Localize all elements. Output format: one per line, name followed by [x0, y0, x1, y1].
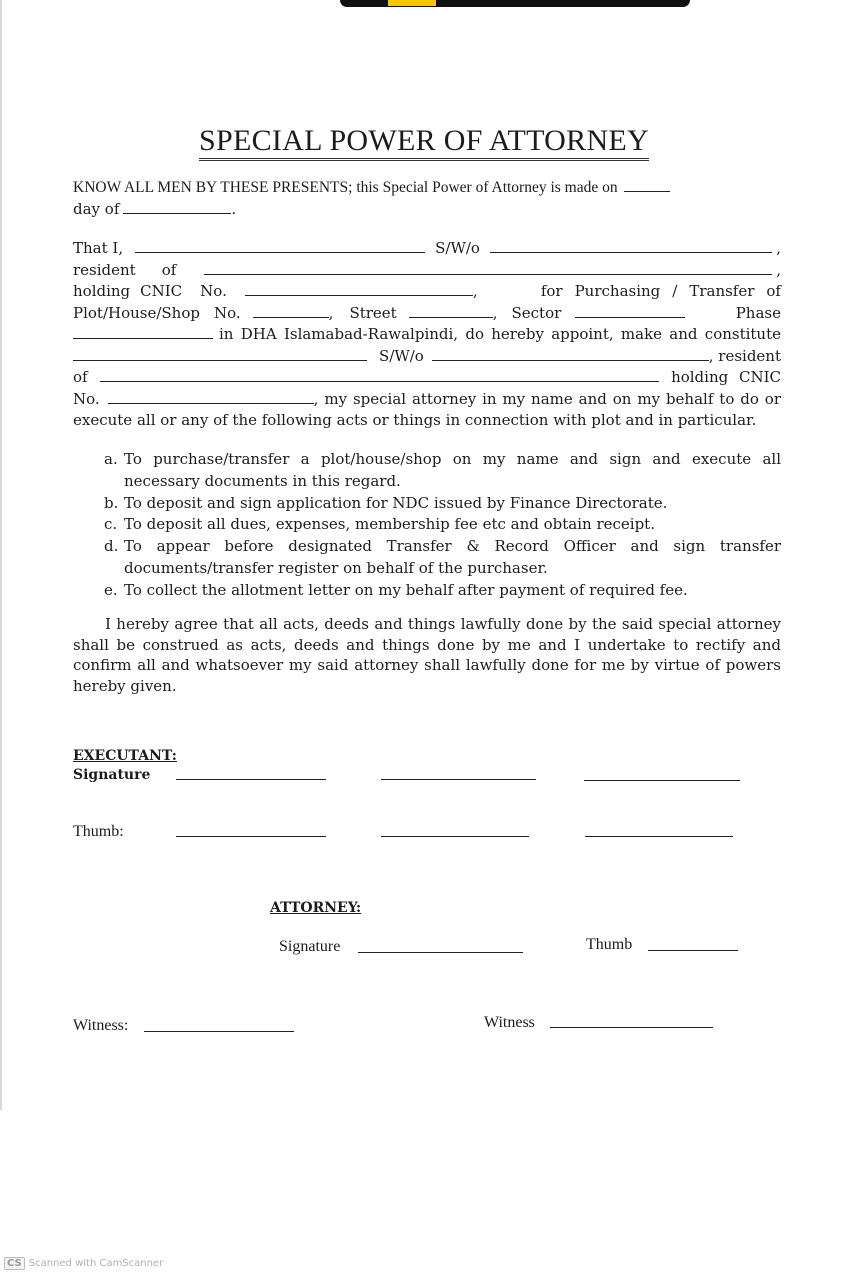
of-label: of	[766, 282, 781, 300]
comma: ,	[472, 282, 478, 300]
list-item	[104, 580, 781, 602]
parties-paragraph	[73, 238, 781, 432]
plot-label: Plot/House/Shop	[73, 303, 200, 322]
sector-label: Sector	[511, 303, 562, 322]
principal-name-field[interactable]	[135, 238, 425, 253]
intro-paragraph	[73, 177, 781, 220]
list-text: To purchase/transfer a plot/house/shop on my name and sign and execute all necessary documents in this regard.	[124, 450, 781, 490]
phase-field[interactable]	[73, 324, 213, 339]
principal-parent-field[interactable]	[490, 238, 772, 253]
witness-left-field[interactable]	[144, 1031, 294, 1032]
for-label: for	[540, 282, 563, 300]
list-item	[104, 493, 781, 515]
executant-signature-field-2[interactable]	[381, 779, 536, 780]
transfer-label: Transfer	[689, 282, 755, 300]
special-attorney-text: , my special attorney in my name and on my behalf to do or	[313, 389, 781, 408]
attorney-address-field[interactable]	[100, 367, 659, 382]
executant-thumb-field-2[interactable]	[381, 836, 529, 837]
intro-line1: KNOW ALL MEN BY THESE PRESENTS; this Special Power of Attorney is made on	[73, 179, 618, 196]
comma: ,	[492, 303, 498, 322]
list-label: c.	[104, 515, 118, 534]
resident-label: , resident	[708, 346, 781, 365]
day-of-label: day of	[73, 199, 120, 218]
list-item	[104, 536, 781, 580]
resident-label: resident	[73, 260, 136, 279]
cnic-label: CNIC	[140, 282, 183, 300]
comma: ,	[776, 260, 781, 279]
list-text: To appear before designated Transfer & Record Officer and sign transfer documents/transfer register on behalf of the purchaser.	[124, 537, 781, 577]
slash: /	[672, 282, 678, 300]
no-label: No.	[73, 389, 100, 408]
executant-signature-field-1[interactable]	[176, 779, 326, 780]
witness-right-field[interactable]	[550, 1027, 713, 1028]
dha-text: in DHA Islamabad-Rawalpindi, do hereby appoint, make and constitute	[219, 325, 781, 343]
attorney-cnic-field[interactable]	[108, 389, 314, 404]
swo-label: S/W/o	[379, 346, 424, 365]
attorney-thumb-field[interactable]	[648, 950, 738, 951]
agreement-paragraph: I hereby agree that all acts, deeds and things lawfully done by the said special attorney shall be construed as acts, deeds and things done by me and I undertake to rectify and confirm all and whatsoever my said attorney shall lawfully done for me by virtue of powers hereby given.	[73, 615, 781, 695]
attorney-name-field[interactable]	[73, 346, 367, 361]
attorney-signature-field[interactable]	[358, 952, 523, 953]
acts-list	[104, 449, 781, 602]
attorney-heading: ATTORNEY:	[270, 900, 362, 916]
date-day-field[interactable]	[624, 177, 670, 192]
sector-field[interactable]	[575, 303, 685, 318]
purchasing-label: Purchasing	[574, 282, 661, 300]
list-label: a.	[104, 450, 118, 468]
camscanner-logo-icon: CS	[4, 1257, 25, 1270]
list-text: To deposit all dues, expenses, membership fee etc and obtain receipt.	[124, 515, 655, 534]
document-title	[0, 124, 848, 158]
attorney-parent-field[interactable]	[432, 346, 709, 361]
executant-signature-label: Signature	[73, 767, 151, 783]
attorney-thumb-label: Thumb	[586, 936, 633, 953]
list-text: To deposit and sign application for NDC issued by Finance Directorate.	[124, 493, 668, 512]
that-i-label: That I,	[73, 239, 124, 257]
no-label: No.	[200, 282, 227, 300]
swo-label: S/W/o	[435, 239, 480, 257]
scan-top-edge-yellow	[388, 0, 436, 6]
executant-heading: EXECUTANT:	[73, 748, 177, 764]
of-label: of	[73, 368, 88, 386]
executant-thumb-label: Thumb:	[73, 823, 124, 840]
scan-left-edge	[0, 0, 2, 1110]
comma: ,	[776, 239, 781, 257]
street-field[interactable]	[409, 303, 493, 318]
camscanner-watermark	[4, 1257, 163, 1270]
witness-right-label: Witness	[484, 1014, 535, 1031]
comma: ,	[328, 303, 334, 322]
street-label: Street	[349, 303, 397, 322]
title-text: SPECIAL POWER OF ATTORNEY	[199, 124, 649, 161]
plot-no-field[interactable]	[253, 303, 329, 318]
list-label: b.	[104, 493, 119, 512]
period: .	[231, 199, 237, 218]
witness-left-label: Witness:	[73, 1017, 129, 1034]
list-label: d.	[104, 537, 119, 556]
list-text: To collect the allotment letter on my behalf after payment of required fee.	[124, 580, 688, 599]
list-item	[104, 514, 781, 536]
principal-cnic-field[interactable]	[245, 281, 473, 296]
executant-thumb-field-1[interactable]	[176, 836, 326, 837]
list-label: e.	[104, 580, 118, 599]
execute-text: execute all or any of the following acts or things in connection with plot and in particular.	[73, 411, 757, 429]
of-label: of	[161, 260, 177, 279]
date-month-field[interactable]	[123, 199, 231, 214]
executant-signature-field-3[interactable]	[584, 780, 740, 781]
no-label: No.	[213, 303, 241, 322]
scan-top-edge	[340, 0, 690, 7]
principal-address-field[interactable]	[204, 260, 772, 275]
camscanner-text: Scanned with CamScanner	[28, 1258, 164, 1269]
attorney-signature-label: Signature	[279, 938, 341, 955]
phase-label: Phase	[735, 303, 781, 322]
holding-label: holding	[73, 282, 131, 300]
list-item	[104, 449, 781, 493]
holding-cnic-label: holding CNIC	[671, 368, 781, 386]
executant-thumb-field-3[interactable]	[585, 836, 733, 837]
